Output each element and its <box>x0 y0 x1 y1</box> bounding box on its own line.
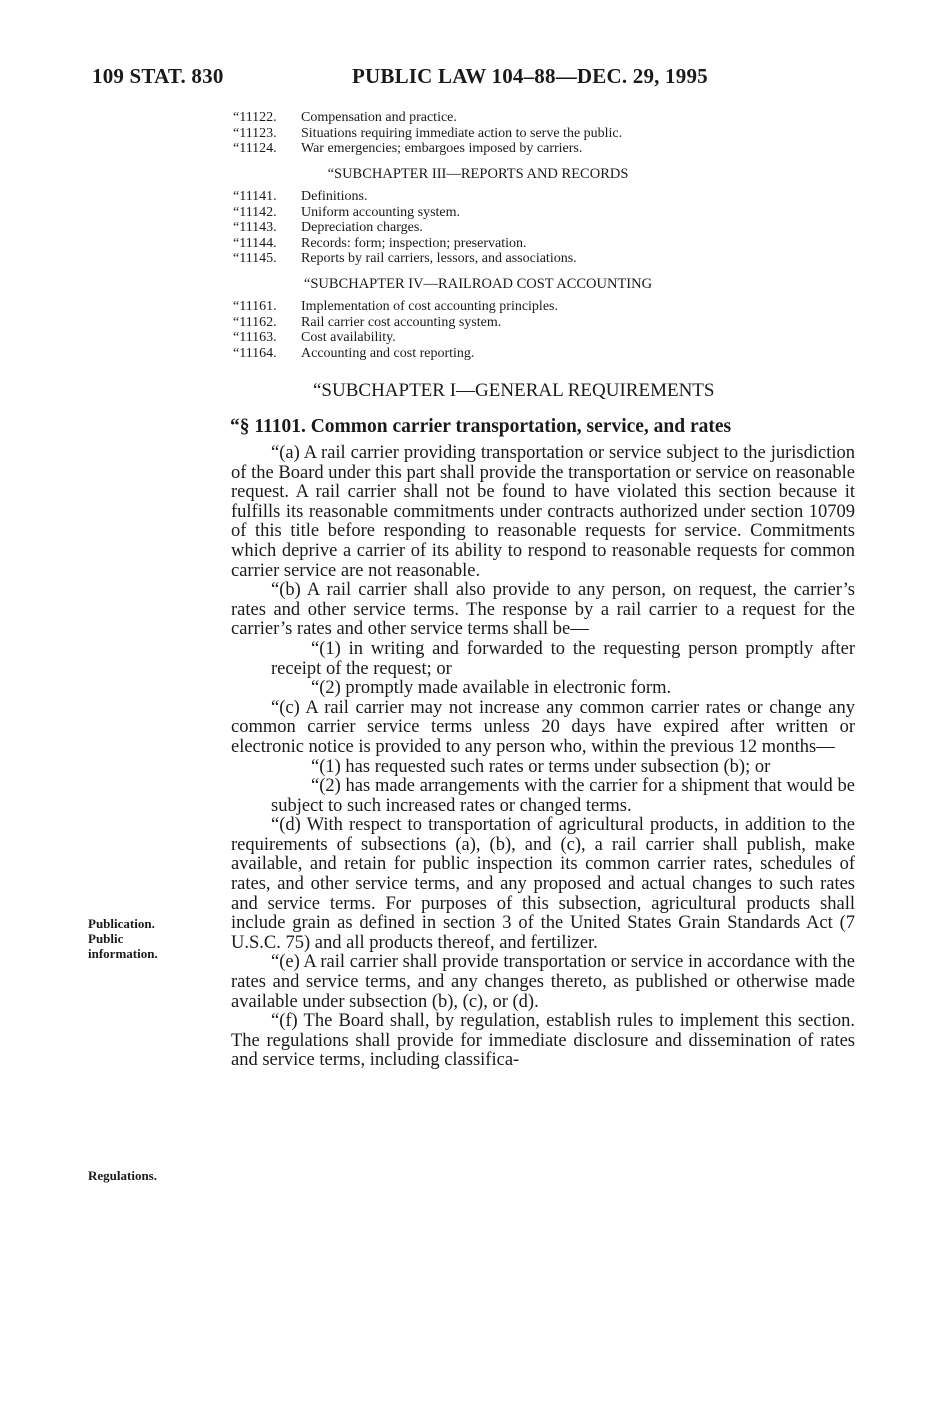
paragraph-c2: “(2) has made arrangements with the carrier for a shipment that would be subject to such increased rates or changed terms. <box>271 776 855 816</box>
toc-entry: “11145. Reports by rail carriers, lessors, and associations. <box>233 251 577 266</box>
toc-entry: “11164. Accounting and cost reporting. <box>233 345 475 361</box>
toc-entry: “11144. Records: form; inspection; preservation. <box>233 235 527 251</box>
paragraph-a: “(a) A rail carrier providing transportation or service subject to the jurisdiction of the Board under this part shall provide the transportation or service on reasonable request. A rail carrier shall not be found to have violated this section because it fulfills its reasonable commitments under contracts authorized under section 10709 of this title before responding to reasonable requests for service. Commitments which deprive a carrier of its ability to respond to reasonable requests for common carrier service are not reasonable. <box>231 443 855 581</box>
margin-note-regulations: Regulations. <box>88 1168 157 1183</box>
table-of-contents <box>233 110 763 361</box>
toc-subchapter-4-heading: “SUBCHAPTER IV—RAILROAD COST ACCOUNTING <box>303 275 653 292</box>
paragraph-c1: “(1) has requested such rates or terms under subsection (b); or <box>311 756 771 777</box>
toc-entry: “11161. Implementation of cost accounting principles. <box>233 299 558 314</box>
toc-entry: “11124. War emergencies; embargoes imposed by carriers. <box>233 141 583 156</box>
stat-page-number: 109 STAT. 830 <box>92 64 224 88</box>
section-body <box>231 444 855 1071</box>
subchapter-1-heading: “SUBCHAPTER I—GENERAL REQUIREMENTS <box>313 380 715 401</box>
paragraph-b2: “(2) promptly made available in electronic form. <box>311 678 672 699</box>
toc-subchapter-3-heading: “SUBCHAPTER III—REPORTS AND RECORDS <box>327 165 629 182</box>
paragraph-f: “(f) The Board shall, by regulation, establish rules to implement this section. The regulations shall provide for immediate disclosure and dissemination of rates and service terms, including classifica- <box>231 1011 855 1071</box>
toc-entry: “11141. Definitions. <box>233 189 368 204</box>
paragraph-c: “(c) A rail carrier may not increase any common carrier rates or change any common carrier service terms unless 20 days have expired after written or electronic notice is provided to any person who, within the previous 12 months— <box>231 697 855 757</box>
paragraph-d: “(d) With respect to transportation of agricultural products, in addition to the requirements of subsections (a), (b), and (c), a rail carrier shall publish, make available, and retain for public inspection its common carrier rates, schedules of rates, and other service terms, and any proposed and actual changes to such rates and service terms. For purposes of this subsection, agricultural products shall include grain as defined in section 3 of the United States Grain Standards Act (7 U.S.C. 75) and all products thereof, and fertilizer. <box>231 815 855 953</box>
toc-entry: “11162. Rail carrier cost accounting system. <box>233 314 502 330</box>
paragraph-b1: “(1) in writing and forwarded to the requesting person promptly after receipt of the request; or <box>271 638 855 679</box>
section-heading: “§ 11101. Common carrier transportation, service, and rates <box>230 416 732 437</box>
public-law-title: PUBLIC LAW 104–88—DEC. 29, 1995 <box>352 64 708 88</box>
paragraph-b: “(b) A rail carrier shall also provide to any person, on request, the carrier’s rates and other service terms. The response by a rail carrier to a request for the carrier’s rates and other service terms shall be— <box>231 580 855 640</box>
paragraph-e: “(e) A rail carrier shall provide transportation or service in accordance with the rates and service terms, and any changes thereto, as published or otherwise made available under subsection (b), (c), or (d). <box>231 952 855 1012</box>
toc-entry: “11143. Depreciation charges. <box>233 220 423 235</box>
toc-entry: “11163. Cost availability. <box>233 330 396 345</box>
toc-entry: “11122. Compensation and practice. <box>233 110 457 125</box>
margin-note-publication: Publication. Public information. <box>88 916 158 961</box>
toc-entry: “11123. Situations requiring immediate action to serve the public. <box>233 125 623 141</box>
toc-entry: “11142. Uniform accounting system. <box>233 204 461 220</box>
